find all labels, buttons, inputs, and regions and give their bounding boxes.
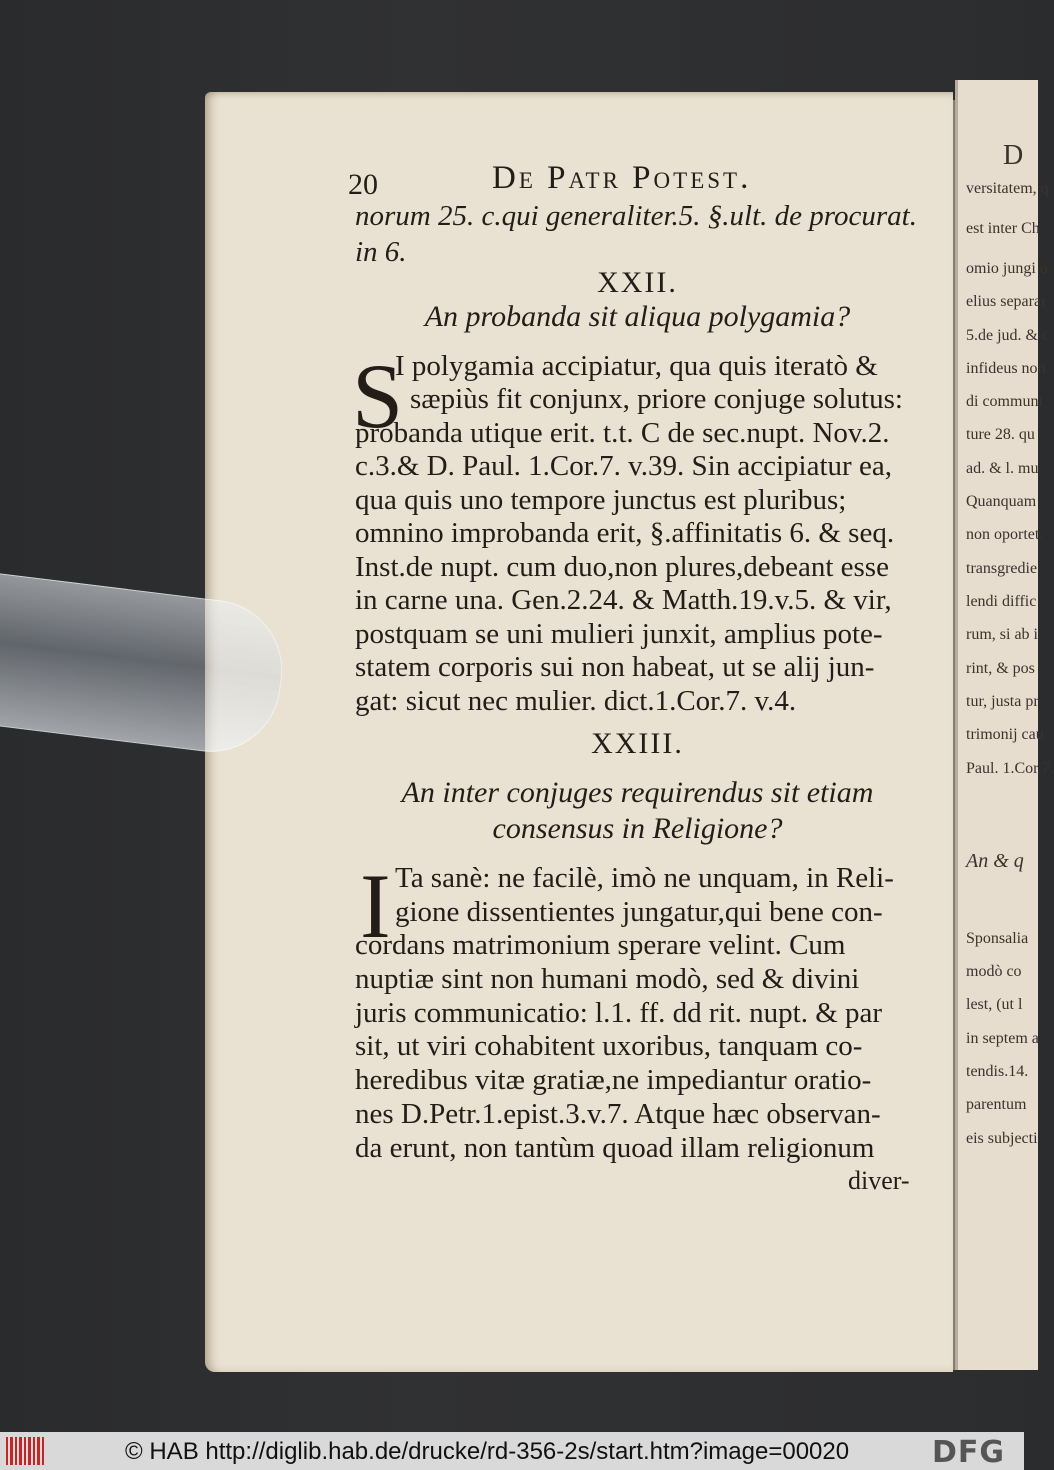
facing-page-line: 5.de jud. & c	[966, 327, 1050, 344]
section-numeral-22: XXII.	[597, 266, 678, 299]
continuation-line-2: in 6.	[355, 236, 407, 268]
facing-page-line: parentum	[966, 1096, 1027, 1113]
facing-page-line: lest, (ut l	[966, 996, 1023, 1013]
viewer-footer	[0, 1432, 1024, 1470]
facing-page	[955, 80, 1054, 1370]
facing-page-line: lendi diffic	[966, 593, 1037, 610]
section-question-23-line-2: consensus in Religione?	[492, 812, 783, 845]
facing-page-line: est inter Ch	[966, 220, 1040, 237]
text-line: gat: sicut nec mulier. dict.1.Cor.7. v.4.	[355, 685, 797, 717]
text-line: Inst.de nupt. cum duo,non plures,debeant esse	[355, 551, 889, 583]
facing-page-line: rint, & pos	[966, 660, 1035, 677]
facing-page-line: tendis.14.	[966, 1063, 1029, 1080]
text-line: gione dissentientes jungatur,qui bene con-	[395, 896, 883, 928]
facing-page-line: Paul. 1.Cor.7.	[966, 760, 1054, 777]
facing-page-line: trimonij cau	[966, 726, 1044, 743]
text-line: omnino improbanda erit, §.affinitatis 6. & seq.	[355, 517, 895, 549]
text-line: da erunt, non tantùm quoad illam religionum	[355, 1132, 875, 1164]
catchword: diver-	[848, 1166, 910, 1195]
running-head: De Patr Potest.	[492, 160, 752, 196]
text-line: c.3.& D. Paul. 1.Cor.7. v.39. Sin accipiatur ea,	[355, 450, 892, 482]
dropcap-s: S	[352, 345, 404, 447]
copyright-url[interactable]: © HAB http://diglib.hab.de/drucke/rd-356-2s/start.htm?image=00020	[125, 1438, 850, 1465]
facing-page-line: ture 28. qu	[966, 426, 1035, 443]
facing-page-line: An & q	[966, 850, 1024, 872]
facing-page-line: modò co	[966, 963, 1022, 980]
facing-page-line: rum, si ab i	[966, 626, 1038, 643]
facing-page-line: omio jungi o	[966, 260, 1048, 277]
text-line: juris communicatio: l.1. ff. dd rit. nupt. & par	[355, 997, 883, 1029]
text-line: qua quis uno tempore junctus est pluribus;	[355, 484, 847, 516]
facing-page-line: in septem a	[966, 1030, 1039, 1047]
dfg-logo: DFG	[932, 1435, 1006, 1470]
text-line: statem corporis sui non habeat, ut se alij jun-	[355, 651, 875, 683]
facing-page-line: di communi	[966, 393, 1043, 410]
facing-page-line: transgredie	[966, 560, 1038, 577]
text-line: cordans matrimonium sperare velint. Cum	[355, 929, 846, 961]
section-question-22: An probanda sit aliqua polygamia?	[424, 300, 851, 333]
text-line: nes D.Petr.1.epist.3.v.7. Atque hæc observan-	[355, 1098, 881, 1130]
facing-page-line: Quanquam	[966, 493, 1037, 510]
facing-page-line: Sponsalia	[966, 930, 1029, 947]
barcode-icon	[6, 1437, 46, 1465]
facing-page-line: eis subjecti	[966, 1130, 1038, 1147]
text-line: probanda utique erit. t.t. C de sec.nupt. Nov.2.	[355, 417, 890, 449]
text-line: in carne una. Gen.2.24. & Matth.19.v.5. & vir,	[355, 584, 892, 616]
facing-page-line: infideus non	[966, 360, 1046, 377]
page-number: 20	[348, 168, 378, 201]
text-line: sæpiùs fit conjunx, priore conjuge solutus:	[410, 383, 903, 415]
facing-page-line: elius separar	[966, 293, 1047, 310]
text-line: sit, ut viri cohabitent uxoribus, tanquam co-	[355, 1030, 863, 1062]
facing-page-line: ad. & l. mu	[966, 460, 1039, 477]
continuation-line-1: norum 25. c.qui generaliter.5. §.ult. de procurat.	[355, 200, 917, 232]
facing-page-line: D	[1003, 140, 1024, 171]
section-numeral-23: XXIII.	[591, 727, 684, 760]
text-line: nuptiæ sint non humani modò, sed & divini	[355, 963, 860, 995]
facing-page-line: tur, justa pr	[966, 693, 1039, 710]
text-line: postquam se uni mulieri junxit, amplius pote-	[355, 618, 883, 650]
section-question-23-line-1: An inter conjuges requirendus sit etiam	[401, 776, 874, 809]
facing-page-line: non oportet.	[966, 526, 1044, 543]
dropcap-i: I	[360, 855, 391, 957]
facing-page-line: versitatem, q	[966, 180, 1049, 197]
text-line: Ta sanè: ne facilè, imò ne unquam, in Reli-	[395, 862, 894, 894]
text-line: I polygamia accipiatur, qua quis iteratò &	[395, 350, 878, 382]
text-line: heredibus vitæ gratiæ,ne impediantur oratio-	[355, 1064, 872, 1096]
